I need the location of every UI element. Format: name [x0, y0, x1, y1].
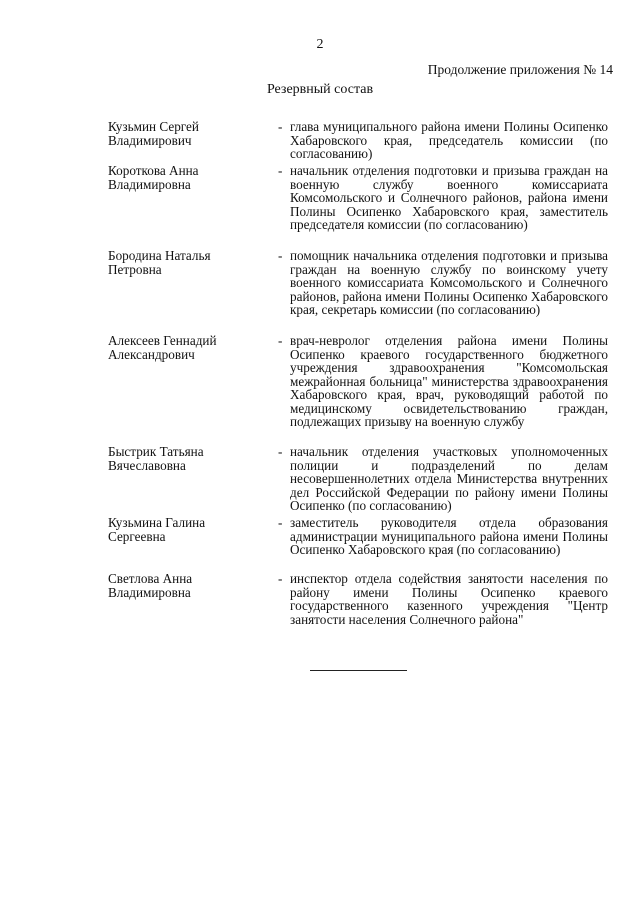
member-name: [108, 334, 278, 361]
member-row: [108, 334, 608, 445]
member-name: [108, 164, 278, 191]
member-dash: -: [278, 515, 283, 530]
member-dash: -: [278, 571, 283, 586]
member-surname-given: Кузьмин Сергей: [108, 119, 199, 134]
member-dash: -: [278, 163, 283, 178]
member-patronymic: Вячеславовна: [108, 457, 186, 473]
member-list: [108, 120, 608, 632]
member-dash: -: [278, 444, 283, 459]
member-role: начальник отделения подготовки и призыва граждан на военную службу военного комиссариата Комсомольского и Солнечного районов, района имени Полины Осипенко Хабаровского края, заместитель председателя комиссии (по согласованию): [290, 163, 608, 232]
member-surname-given: Короткова Анна: [108, 163, 199, 178]
member-role: помощник начальника отделения подготовки и призыва граждан на военную службу по воинскому учету военного комиссариата Комсомольского и Солнечного районов, района имени Полины Осипенко Хабаровского края, секретарь комиссии (по согласованию): [290, 248, 608, 317]
member-patronymic: Владимирович: [108, 132, 192, 148]
member-patronymic: Владимировна: [108, 176, 191, 192]
member-role: глава муниципального района имени Полины Осипенко Хабаровского края, председатель комиссии (по согласованию): [290, 119, 608, 161]
member-patronymic: Владимировна: [108, 584, 191, 600]
member-patronymic: Александрович: [108, 346, 195, 362]
member-surname-given: Светлова Анна: [108, 571, 193, 586]
member-surname-given: Бородина Наталья: [108, 248, 211, 263]
member-name: [108, 445, 278, 472]
page-number: 2: [316, 37, 324, 52]
member-surname-given: Быстрик Татьяна: [108, 444, 204, 459]
member-row: [108, 516, 608, 572]
member-role: инспектор отдела содействия занятости населения по району имени Полины Осипенко краевого государственного казенного учреждения "Центр занятости населения Солнечного района": [290, 571, 608, 627]
member-dash: -: [278, 333, 283, 348]
member-name: [108, 572, 278, 599]
member-row: [108, 249, 608, 334]
member-role: начальник отделения участковых уполномоченных полиции и подразделений по делам несовершеннолетних отдела Министерства внутренних дел Российской Федерации по району имени Полины Осипенко (по согласованию): [290, 444, 608, 513]
member-row: [108, 445, 608, 516]
member-name: [108, 516, 278, 543]
section-title: Резервный состав: [266, 82, 374, 97]
member-dash: -: [278, 248, 283, 263]
member-surname-given: Кузьмина Галина: [108, 515, 206, 530]
member-dash: -: [278, 119, 283, 134]
appendix-label: Продолжение приложения № 14: [427, 62, 613, 77]
member-row: [108, 572, 608, 632]
member-patronymic: Сергеевна: [108, 528, 166, 544]
member-surname-given: Алексеев Геннадий: [108, 333, 217, 348]
member-name: [108, 249, 278, 276]
member-patronymic: Петровна: [108, 261, 162, 277]
member-role: врач-невролог отделения района имени Полины Осипенко краевого государственного бюджетного учреждения здравоохранения "Комсомольская межрайонная больница" министерства здравоохранения Хабаровского края, врач, руководящий работой по медицинскому освидетельствованию граждан, подлежащих призыву на военную службу: [290, 333, 608, 429]
member-role: заместитель руководителя отдела образования администрации муниципального района имени Полины Осипенко Хабаровского края (по согласованию): [290, 515, 608, 557]
member-name: [108, 120, 278, 147]
member-row: [108, 120, 608, 164]
member-row: [108, 164, 608, 249]
closing-divider: [310, 670, 407, 671]
